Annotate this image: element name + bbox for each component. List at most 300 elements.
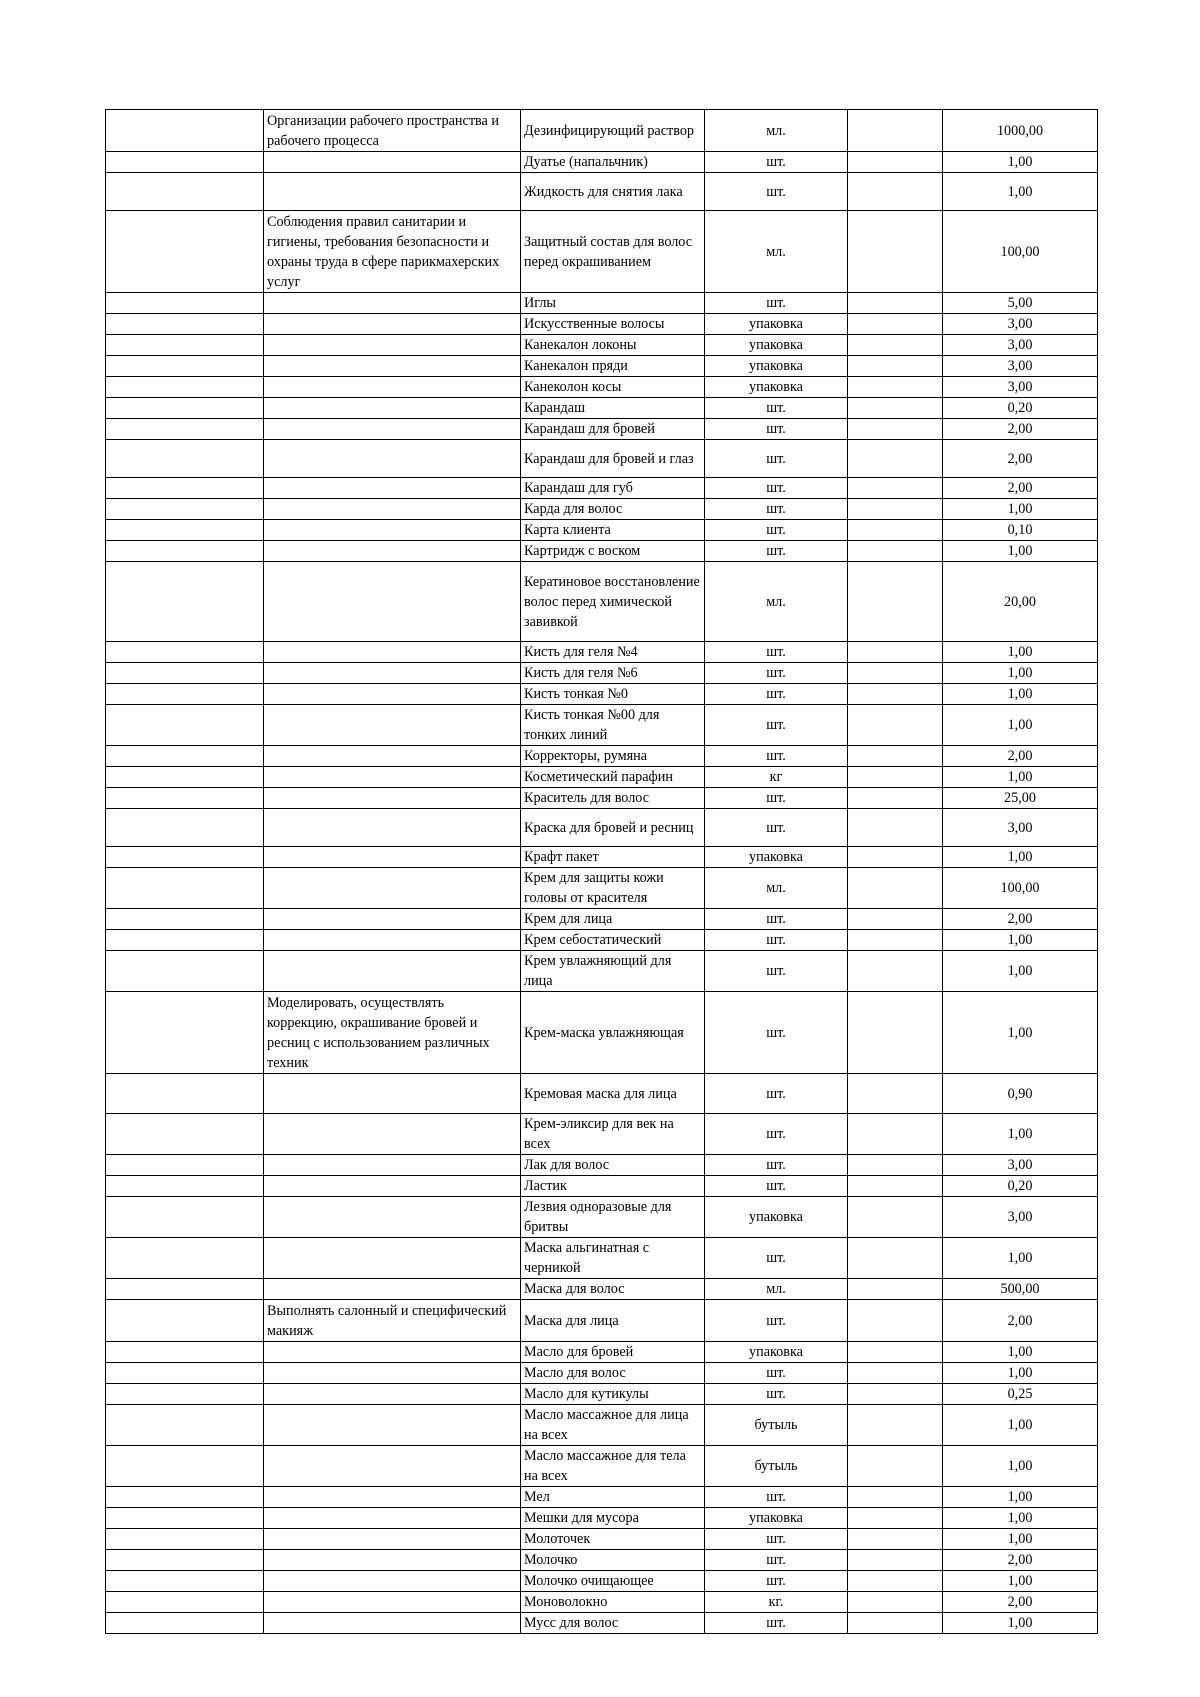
table-row xyxy=(106,1197,1098,1238)
index-cell xyxy=(106,335,264,356)
section-cell xyxy=(264,1363,521,1384)
quantity-cell: 1,00 xyxy=(943,499,1098,520)
index-cell xyxy=(106,440,264,478)
unit-cell: шт. xyxy=(705,930,848,951)
item-name-cell: Карандаш для бровей xyxy=(521,419,705,440)
quantity-cell: 0,10 xyxy=(943,520,1098,541)
quantity-cell: 1,00 xyxy=(943,930,1098,951)
index-cell xyxy=(106,930,264,951)
unit-cell: шт. xyxy=(705,520,848,541)
quantity-cell: 3,00 xyxy=(943,809,1098,847)
empty-cell xyxy=(848,951,943,992)
section-cell xyxy=(264,1155,521,1176)
table-row xyxy=(106,1074,1098,1114)
table-row xyxy=(106,767,1098,788)
index-cell xyxy=(106,663,264,684)
unit-cell: шт. xyxy=(705,684,848,705)
table-row xyxy=(106,642,1098,663)
table-row xyxy=(106,746,1098,767)
item-name-cell: Молоточек xyxy=(521,1529,705,1550)
empty-cell xyxy=(848,1363,943,1384)
empty-cell xyxy=(848,868,943,909)
section-cell xyxy=(264,1550,521,1571)
index-cell xyxy=(106,1300,264,1342)
table-row xyxy=(106,1550,1098,1571)
quantity-cell: 500,00 xyxy=(943,1279,1098,1300)
index-cell xyxy=(106,1446,264,1487)
unit-cell: упаковка xyxy=(705,335,848,356)
section-cell xyxy=(264,562,521,642)
item-name-cell: Иглы xyxy=(521,293,705,314)
item-name-cell: Крем-маска увлажняющая xyxy=(521,992,705,1074)
empty-cell xyxy=(848,440,943,478)
index-cell xyxy=(106,1279,264,1300)
quantity-cell: 1,00 xyxy=(943,642,1098,663)
unit-cell: шт. xyxy=(705,788,848,809)
section-cell xyxy=(264,1238,521,1279)
index-cell xyxy=(106,1550,264,1571)
empty-cell xyxy=(848,1074,943,1114)
quantity-cell: 0,20 xyxy=(943,1176,1098,1197)
unit-cell: упаковка xyxy=(705,1508,848,1529)
empty-cell xyxy=(848,992,943,1074)
item-name-cell: Картридж с воском xyxy=(521,541,705,562)
item-name-cell: Масло для волос xyxy=(521,1363,705,1384)
section-cell xyxy=(264,847,521,868)
empty-cell xyxy=(848,211,943,293)
empty-cell xyxy=(848,562,943,642)
section-cell xyxy=(264,478,521,499)
empty-cell xyxy=(848,1300,943,1342)
item-name-cell: Карандаш для бровей и глаз xyxy=(521,440,705,478)
quantity-cell: 100,00 xyxy=(943,211,1098,293)
section-cell xyxy=(264,1571,521,1592)
section-cell xyxy=(264,1487,521,1508)
table-row xyxy=(106,1446,1098,1487)
unit-cell: мл. xyxy=(705,110,848,152)
empty-cell xyxy=(848,335,943,356)
section-cell xyxy=(264,951,521,992)
item-name-cell: Лак для волос xyxy=(521,1155,705,1176)
unit-cell: бутыль xyxy=(705,1446,848,1487)
item-name-cell: Лезвия одноразовые для бритвы xyxy=(521,1197,705,1238)
unit-cell: шт. xyxy=(705,1571,848,1592)
item-name-cell: Крем-эликсир для век на всех xyxy=(521,1114,705,1155)
table-row xyxy=(106,992,1098,1074)
item-name-cell: Масло для кутикулы xyxy=(521,1384,705,1405)
index-cell xyxy=(106,642,264,663)
materials-table xyxy=(105,109,1098,1634)
section-cell xyxy=(264,1197,521,1238)
quantity-cell: 3,00 xyxy=(943,335,1098,356)
index-cell xyxy=(106,909,264,930)
table-row xyxy=(106,541,1098,562)
empty-cell xyxy=(848,356,943,377)
section-cell xyxy=(264,1529,521,1550)
quantity-cell: 3,00 xyxy=(943,1155,1098,1176)
index-cell xyxy=(106,562,264,642)
quantity-cell: 100,00 xyxy=(943,868,1098,909)
quantity-cell: 5,00 xyxy=(943,293,1098,314)
section-cell xyxy=(264,1508,521,1529)
empty-cell xyxy=(848,767,943,788)
empty-cell xyxy=(848,663,943,684)
empty-cell xyxy=(848,1279,943,1300)
unit-cell: шт. xyxy=(705,992,848,1074)
table-row xyxy=(106,293,1098,314)
unit-cell: мл. xyxy=(705,868,848,909)
table-row xyxy=(106,1176,1098,1197)
index-cell xyxy=(106,1613,264,1634)
quantity-cell: 1,00 xyxy=(943,1114,1098,1155)
empty-cell xyxy=(848,1197,943,1238)
section-cell xyxy=(264,1114,521,1155)
quantity-cell: 3,00 xyxy=(943,314,1098,335)
table-row xyxy=(106,951,1098,992)
quantity-cell: 0,20 xyxy=(943,398,1098,419)
unit-cell: шт. xyxy=(705,1300,848,1342)
quantity-cell: 1,00 xyxy=(943,847,1098,868)
item-name-cell: Жидкость для снятия лака xyxy=(521,173,705,211)
table-row xyxy=(106,868,1098,909)
empty-cell xyxy=(848,1529,943,1550)
empty-cell xyxy=(848,642,943,663)
quantity-cell: 1,00 xyxy=(943,541,1098,562)
empty-cell xyxy=(848,314,943,335)
unit-cell: шт. xyxy=(705,1238,848,1279)
item-name-cell: Молочко xyxy=(521,1550,705,1571)
item-name-cell: Моноволокно xyxy=(521,1592,705,1613)
section-cell xyxy=(264,642,521,663)
index-cell xyxy=(106,1238,264,1279)
unit-cell: шт. xyxy=(705,541,848,562)
empty-cell xyxy=(848,499,943,520)
item-name-cell: Канекалон пряди xyxy=(521,356,705,377)
index-cell xyxy=(106,951,264,992)
table-row xyxy=(106,909,1098,930)
section-cell xyxy=(264,788,521,809)
empty-cell xyxy=(848,809,943,847)
quantity-cell: 25,00 xyxy=(943,788,1098,809)
table-row xyxy=(106,1300,1098,1342)
section-cell xyxy=(264,909,521,930)
item-name-cell: Крем себостатический xyxy=(521,930,705,951)
table-row xyxy=(106,314,1098,335)
item-name-cell: Дезинфицирующий раствор xyxy=(521,110,705,152)
item-name-cell: Крафт пакет xyxy=(521,847,705,868)
item-name-cell: Краска для бровей и ресниц xyxy=(521,809,705,847)
section-cell xyxy=(264,767,521,788)
section-cell xyxy=(264,1074,521,1114)
quantity-cell: 1,00 xyxy=(943,1405,1098,1446)
item-name-cell: Ластик xyxy=(521,1176,705,1197)
quantity-cell: 1,00 xyxy=(943,1613,1098,1634)
section-cell: Выполнять салонный и специфический макияж xyxy=(264,1300,521,1342)
quantity-cell: 1,00 xyxy=(943,152,1098,173)
table-row xyxy=(106,440,1098,478)
unit-cell: шт. xyxy=(705,398,848,419)
index-cell xyxy=(106,684,264,705)
table-row xyxy=(106,1363,1098,1384)
unit-cell: упаковка xyxy=(705,1342,848,1363)
section-cell xyxy=(264,398,521,419)
index-cell xyxy=(106,356,264,377)
index-cell xyxy=(106,1592,264,1613)
quantity-cell: 1,00 xyxy=(943,1342,1098,1363)
table-row xyxy=(106,1279,1098,1300)
quantity-cell: 2,00 xyxy=(943,1592,1098,1613)
empty-cell xyxy=(848,1613,943,1634)
table-row xyxy=(106,663,1098,684)
quantity-cell: 2,00 xyxy=(943,440,1098,478)
item-name-cell: Искусственные волосы xyxy=(521,314,705,335)
empty-cell xyxy=(848,1176,943,1197)
quantity-cell: 0,90 xyxy=(943,1074,1098,1114)
item-name-cell: Масло для бровей xyxy=(521,1342,705,1363)
table-row xyxy=(106,1342,1098,1363)
table-row xyxy=(106,478,1098,499)
index-cell xyxy=(106,211,264,293)
quantity-cell: 2,00 xyxy=(943,746,1098,767)
item-name-cell: Кисть тонкая №0 xyxy=(521,684,705,705)
table-row xyxy=(106,1592,1098,1613)
table-row xyxy=(106,377,1098,398)
section-cell xyxy=(264,1384,521,1405)
item-name-cell: Кисть для геля №6 xyxy=(521,663,705,684)
item-name-cell: Кисть для геля №4 xyxy=(521,642,705,663)
index-cell xyxy=(106,1571,264,1592)
unit-cell: шт. xyxy=(705,419,848,440)
section-cell xyxy=(264,1405,521,1446)
index-cell xyxy=(106,110,264,152)
unit-cell: шт. xyxy=(705,499,848,520)
index-cell xyxy=(106,314,264,335)
index-cell xyxy=(106,767,264,788)
unit-cell: шт. xyxy=(705,1384,848,1405)
section-cell xyxy=(264,1342,521,1363)
quantity-cell: 1,00 xyxy=(943,1508,1098,1529)
item-name-cell: Маска для волос xyxy=(521,1279,705,1300)
section-cell xyxy=(264,419,521,440)
item-name-cell: Маска для лица xyxy=(521,1300,705,1342)
unit-cell: упаковка xyxy=(705,1197,848,1238)
empty-cell xyxy=(848,705,943,746)
section-cell xyxy=(264,356,521,377)
item-name-cell: Мешки для мусора xyxy=(521,1508,705,1529)
index-cell xyxy=(106,1074,264,1114)
item-name-cell: Канеколон косы xyxy=(521,377,705,398)
table-row xyxy=(106,809,1098,847)
quantity-cell: 2,00 xyxy=(943,1300,1098,1342)
quantity-cell: 3,00 xyxy=(943,377,1098,398)
section-cell xyxy=(264,520,521,541)
section-cell xyxy=(264,663,521,684)
table-row xyxy=(106,110,1098,152)
section-cell xyxy=(264,293,521,314)
unit-cell: кг xyxy=(705,767,848,788)
empty-cell xyxy=(848,746,943,767)
empty-cell xyxy=(848,293,943,314)
unit-cell: мл. xyxy=(705,211,848,293)
unit-cell: шт. xyxy=(705,1487,848,1508)
quantity-cell: 3,00 xyxy=(943,1197,1098,1238)
table-row xyxy=(106,705,1098,746)
index-cell xyxy=(106,705,264,746)
unit-cell: шт. xyxy=(705,1613,848,1634)
unit-cell: шт. xyxy=(705,1550,848,1571)
item-name-cell: Мел xyxy=(521,1487,705,1508)
unit-cell: шт. xyxy=(705,1074,848,1114)
index-cell xyxy=(106,541,264,562)
unit-cell: шт. xyxy=(705,809,848,847)
item-name-cell: Кисть тонкая №00 для тонких линий xyxy=(521,705,705,746)
item-name-cell: Масло массажное для лица на всех xyxy=(521,1405,705,1446)
index-cell xyxy=(106,746,264,767)
item-name-cell: Крем увлажняющий для лица xyxy=(521,951,705,992)
unit-cell: бутыль xyxy=(705,1405,848,1446)
unit-cell: шт. xyxy=(705,705,848,746)
item-name-cell: Карандаш для губ xyxy=(521,478,705,499)
index-cell xyxy=(106,1114,264,1155)
quantity-cell: 1000,00 xyxy=(943,110,1098,152)
empty-cell xyxy=(848,1592,943,1613)
section-cell xyxy=(264,705,521,746)
quantity-cell: 2,00 xyxy=(943,1550,1098,1571)
section-cell xyxy=(264,152,521,173)
index-cell xyxy=(106,992,264,1074)
item-name-cell: Карта клиента xyxy=(521,520,705,541)
empty-cell xyxy=(848,909,943,930)
empty-cell xyxy=(848,1342,943,1363)
quantity-cell: 1,00 xyxy=(943,1487,1098,1508)
quantity-cell: 2,00 xyxy=(943,478,1098,499)
unit-cell: шт. xyxy=(705,1529,848,1550)
index-cell xyxy=(106,1363,264,1384)
quantity-cell: 0,25 xyxy=(943,1384,1098,1405)
index-cell xyxy=(106,1342,264,1363)
item-name-cell: Масло массажное для тела на всех xyxy=(521,1446,705,1487)
table-row xyxy=(106,152,1098,173)
quantity-cell: 1,00 xyxy=(943,1529,1098,1550)
index-cell xyxy=(106,293,264,314)
empty-cell xyxy=(848,1238,943,1279)
quantity-cell: 3,00 xyxy=(943,356,1098,377)
quantity-cell: 1,00 xyxy=(943,173,1098,211)
index-cell xyxy=(106,1176,264,1197)
section-cell xyxy=(264,746,521,767)
section-cell xyxy=(264,868,521,909)
item-name-cell: Крем для защиты кожи головы от красителя xyxy=(521,868,705,909)
section-cell xyxy=(264,1613,521,1634)
table-row xyxy=(106,684,1098,705)
index-cell xyxy=(106,377,264,398)
quantity-cell: 1,00 xyxy=(943,767,1098,788)
table-row xyxy=(106,1384,1098,1405)
index-cell xyxy=(106,1508,264,1529)
quantity-cell: 1,00 xyxy=(943,663,1098,684)
item-name-cell: Корректоры, румяна xyxy=(521,746,705,767)
empty-cell xyxy=(848,1550,943,1571)
section-cell: Моделировать, осуществлять коррекцию, окрашивание бровей и ресниц с использованием различных техник xyxy=(264,992,521,1074)
empty-cell xyxy=(848,684,943,705)
table-row xyxy=(106,788,1098,809)
index-cell xyxy=(106,1405,264,1446)
section-cell xyxy=(264,1446,521,1487)
empty-cell xyxy=(848,152,943,173)
quantity-cell: 1,00 xyxy=(943,992,1098,1074)
empty-cell xyxy=(848,847,943,868)
table-row xyxy=(106,499,1098,520)
unit-cell: упаковка xyxy=(705,356,848,377)
quantity-cell: 1,00 xyxy=(943,951,1098,992)
unit-cell: мл. xyxy=(705,562,848,642)
table-row xyxy=(106,1508,1098,1529)
quantity-cell: 1,00 xyxy=(943,684,1098,705)
unit-cell: шт. xyxy=(705,440,848,478)
empty-cell xyxy=(848,541,943,562)
table-row xyxy=(106,335,1098,356)
empty-cell xyxy=(848,1508,943,1529)
index-cell xyxy=(106,809,264,847)
table-row xyxy=(106,356,1098,377)
table-row xyxy=(106,1529,1098,1550)
section-cell xyxy=(264,1176,521,1197)
item-name-cell: Мусс для волос xyxy=(521,1613,705,1634)
table-row xyxy=(106,1613,1098,1634)
table-row xyxy=(106,398,1098,419)
table-row xyxy=(106,1114,1098,1155)
index-cell xyxy=(106,419,264,440)
unit-cell: шт. xyxy=(705,1176,848,1197)
empty-cell xyxy=(848,1571,943,1592)
section-cell xyxy=(264,377,521,398)
section-cell xyxy=(264,314,521,335)
section-cell xyxy=(264,1592,521,1613)
index-cell xyxy=(106,788,264,809)
materials-table-body xyxy=(106,110,1098,1634)
empty-cell xyxy=(848,1446,943,1487)
unit-cell: кг. xyxy=(705,1592,848,1613)
empty-cell xyxy=(848,398,943,419)
unit-cell: шт. xyxy=(705,173,848,211)
unit-cell: шт. xyxy=(705,478,848,499)
item-name-cell: Карандаш xyxy=(521,398,705,419)
table-row xyxy=(106,1487,1098,1508)
empty-cell xyxy=(848,1114,943,1155)
unit-cell: шт. xyxy=(705,152,848,173)
empty-cell xyxy=(848,1487,943,1508)
index-cell xyxy=(106,1487,264,1508)
table-row xyxy=(106,520,1098,541)
table-row xyxy=(106,1238,1098,1279)
unit-cell: шт. xyxy=(705,1155,848,1176)
table-row xyxy=(106,173,1098,211)
index-cell xyxy=(106,478,264,499)
section-cell: Организации рабочего пространства и рабочего процесса xyxy=(264,110,521,152)
unit-cell: упаковка xyxy=(705,377,848,398)
empty-cell xyxy=(848,419,943,440)
unit-cell: шт. xyxy=(705,909,848,930)
item-name-cell: Кератиновое восстановление волос перед химической завивкой xyxy=(521,562,705,642)
empty-cell xyxy=(848,173,943,211)
quantity-cell: 1,00 xyxy=(943,705,1098,746)
unit-cell: шт. xyxy=(705,951,848,992)
unit-cell: шт. xyxy=(705,293,848,314)
index-cell xyxy=(106,1197,264,1238)
index-cell xyxy=(106,152,264,173)
section-cell xyxy=(264,440,521,478)
quantity-cell: 2,00 xyxy=(943,419,1098,440)
